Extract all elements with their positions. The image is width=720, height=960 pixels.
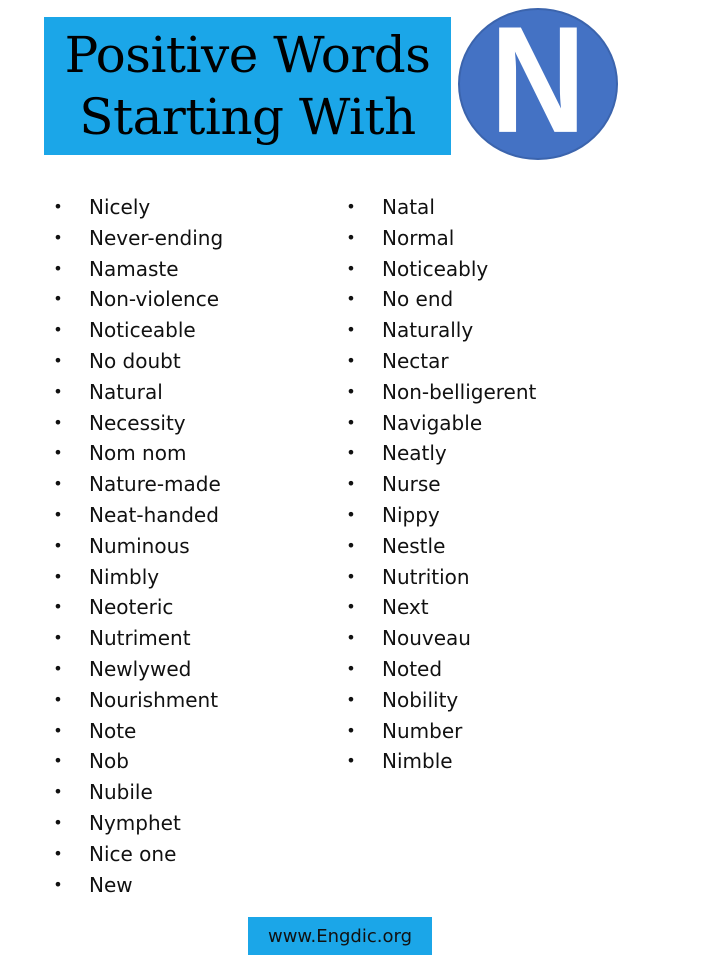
word-text: Natal — [382, 195, 435, 219]
bullet-icon: • — [346, 258, 356, 278]
word-text: New — [89, 872, 133, 897]
title-banner — [44, 17, 451, 155]
word-text: Nice one — [89, 841, 177, 866]
bullet-icon: • — [346, 597, 356, 617]
bullet-icon: • — [53, 350, 63, 370]
bullet-icon: • — [53, 566, 63, 586]
word-text: Naturally — [382, 318, 474, 343]
bullet-icon: • — [346, 350, 356, 370]
word-text: Nippy — [382, 502, 440, 527]
bullet-icon: • — [53, 874, 63, 894]
word-text: Newlywed — [89, 656, 192, 681]
bullet-icon: • — [346, 412, 356, 432]
bullet-icon: • — [53, 535, 63, 555]
word-text: Nestle — [382, 533, 446, 558]
word-text: Nom nom — [89, 441, 187, 466]
bullet-icon: • — [53, 227, 63, 247]
word-text: Numinous — [89, 533, 190, 558]
word-text: Non-violence — [89, 287, 220, 312]
bullet-icon: • — [53, 751, 63, 771]
word-text: Natural — [89, 379, 163, 404]
bullet-icon: • — [346, 689, 356, 709]
word-text: Number — [382, 718, 463, 743]
word-text: Nurse — [382, 472, 441, 497]
word-text: Noticeable — [89, 318, 196, 343]
word-text: Navigable — [382, 410, 483, 435]
bullet-icon: • — [53, 197, 63, 216]
word-text: Never-ending — [89, 225, 224, 250]
bullet-icon: • — [53, 504, 63, 524]
word-text: Non-belligerent — [382, 379, 537, 404]
bullet-icon: • — [53, 412, 63, 432]
bullet-icon: • — [53, 258, 63, 278]
word-text: Neat-handed — [89, 502, 219, 527]
bullet-icon: • — [346, 443, 356, 463]
word-text: Nymphet — [89, 810, 181, 835]
word-text: Necessity — [89, 410, 186, 435]
bullet-icon: • — [346, 566, 356, 586]
word-text: Neoteric — [89, 595, 174, 620]
bullet-icon: • — [346, 535, 356, 555]
title-line-1: Positive Words — [64, 26, 431, 84]
bullet-icon: • — [53, 474, 63, 494]
bullet-icon: • — [53, 289, 63, 309]
bullet-icon: • — [346, 289, 356, 309]
bullet-icon: • — [346, 628, 356, 648]
word-text: Nutriment — [89, 626, 191, 651]
word-text: Neatly — [382, 441, 447, 466]
letter-n-graphic — [460, 10, 616, 158]
letter-badge — [458, 8, 618, 160]
bullet-icon: • — [346, 751, 356, 771]
word-text: Namaste — [89, 256, 179, 281]
word-text: Nob — [89, 749, 129, 774]
word-text: Nimbly — [89, 564, 160, 589]
footer-banner — [248, 917, 432, 955]
word-text: Note — [89, 718, 137, 743]
bullet-icon: • — [53, 628, 63, 648]
title-line-2: Starting With — [79, 88, 416, 146]
bullet-icon: • — [53, 843, 63, 863]
badge-letter: N — [490, 10, 586, 158]
website-label: www.Engdic.org — [267, 925, 412, 947]
bullet-icon: • — [53, 597, 63, 617]
bullet-icon: • — [53, 689, 63, 709]
bullet-icon: • — [346, 720, 356, 740]
word-text: Nature-made — [89, 472, 221, 497]
word-text: Nouveau — [382, 626, 471, 651]
word-text: Nutrition — [382, 564, 470, 589]
bullet-icon: • — [53, 443, 63, 463]
word-text: Nectar — [382, 348, 449, 373]
word-text: Nimble — [382, 749, 453, 774]
bullet-icon: • — [346, 320, 356, 340]
bullet-icon: • — [53, 658, 63, 678]
word-text: No doubt — [89, 348, 181, 373]
word-text: Next — [382, 595, 429, 620]
bullet-icon: • — [346, 381, 356, 401]
bullet-icon: • — [53, 782, 63, 802]
word-text: Nicely — [89, 195, 151, 219]
bullet-icon: • — [53, 381, 63, 401]
bullet-icon: • — [346, 658, 356, 678]
word-text: Nourishment — [89, 687, 219, 712]
bullet-icon: • — [346, 227, 356, 247]
bullet-icon: • — [346, 474, 356, 494]
word-text: Noticeably — [382, 256, 489, 281]
bullet-icon: • — [346, 197, 356, 216]
bullet-icon: • — [53, 720, 63, 740]
word-text: Nobility — [382, 687, 459, 712]
word-text: No end — [382, 287, 454, 312]
bullet-icon: • — [53, 812, 63, 832]
word-text: Nubile — [89, 780, 153, 805]
bullet-icon: • — [53, 320, 63, 340]
word-text: Noted — [382, 656, 443, 681]
bullet-icon: • — [346, 504, 356, 524]
word-text: Normal — [382, 225, 455, 250]
